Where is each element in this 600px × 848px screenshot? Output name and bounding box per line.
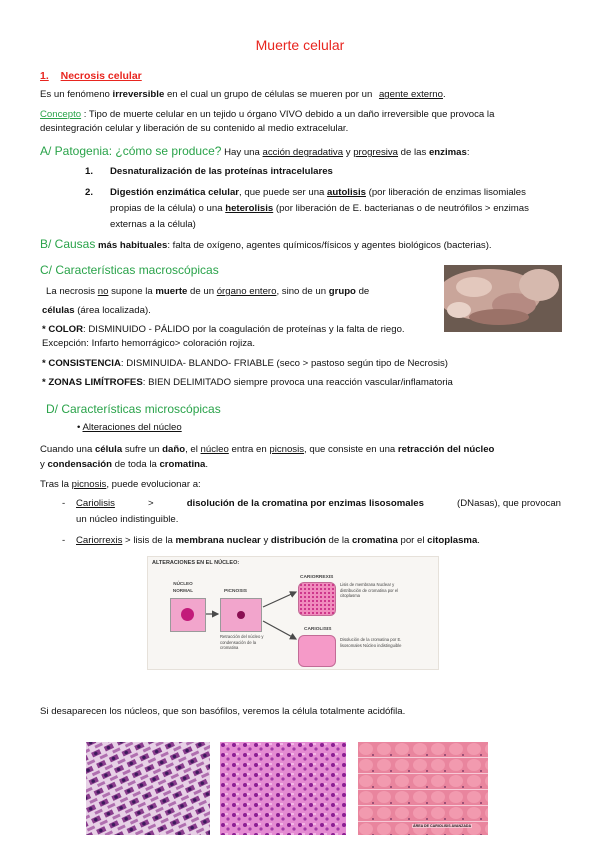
page-title: Muerte celular	[255, 37, 345, 53]
concepto-line: Concepto : Tipo de muerte celular en un tejido u órgano VIVO debido a un daño irreversible que provoca la	[40, 109, 495, 120]
macro-consistencia: * CONSISTENCIA: DISMINUIDA- BLANDO- FRIABLE (seco > pastoso según tipo de Necrosis)	[42, 358, 449, 369]
macro-line-2: células (área localizada).	[42, 305, 151, 316]
picnosis-nucleus	[237, 611, 245, 619]
section-1-title: Necrosis celular	[60, 70, 142, 82]
micrograph-3	[358, 742, 488, 835]
micrograph-3-caption: ÁREA DE CARIOLISIS AVANZADA	[413, 824, 472, 828]
micro-last-line: Si desaparecen los núcleos, que son basófilos, veremos la célula totalmente acidófila.	[40, 706, 406, 717]
macro-color: * COLOR: DISMINUIDO - PÁLIDO por la coagulación de proteínas y la falta de riego.	[42, 324, 405, 335]
cariorrexis-line: Cariorrexis > lisis de la membrana nuclear y distribución de la cromatina por el citoplasma.	[76, 535, 480, 546]
normal-nucleus	[181, 608, 194, 621]
necrosis-definition: Es un fenómeno irreversible en el cual un grupo de células se mueren por un agente externo.	[40, 89, 446, 100]
diagram-heading: ALTERACIONES EN EL NÚCLEO:	[152, 560, 240, 566]
picnosis-description: Retracción del núcleo y condensación de la cromatina	[220, 634, 264, 650]
cariorrexis-cell	[298, 582, 336, 616]
patogenia-item-1: 1. Desnaturalización de las proteínas intracelulares	[85, 166, 333, 177]
patogenia-title: A/ Patogenia: ¿cómo se produce?	[40, 144, 222, 158]
normal-cell	[170, 598, 206, 632]
patogenia-item-2: 2. Digestión enzimática celular, que puede ser una autolisis (por liberación de enzimas lisomiales	[85, 187, 526, 198]
cariolisis-description: Disolución de la cromatina por E. lisosomales Núcleo indistinguible	[340, 637, 402, 648]
cariolisis-line: Cariolisis > disolución de la cromatina por enzimas lisosomales (DNasas), que provocan	[76, 498, 561, 509]
macro-line-1: La necrosis no supone la muerte de un órgano entero, sino de un grupo de	[46, 286, 370, 297]
patogenia-line: A/ Patogenia: ¿cómo se produce? Hay una acción degradativa y progresiva de las enzimas:	[40, 144, 470, 158]
section-1-number: 1.	[40, 70, 49, 82]
cariorrexis-description: Lisis de membrana Nuclear y distribución de cromatina por el citoplasma	[340, 582, 399, 598]
macro-excepcion: Excepción: Infarto hemorrágico> coloración rojiza.	[42, 338, 256, 349]
necrosis-macro-photo	[444, 265, 562, 332]
causas-line: B/ Causas más habituales: falta de oxígeno, agentes químicos/físicos y agentes biológicos (bacterias).	[40, 237, 492, 251]
picnosis-cell	[220, 598, 262, 632]
concepto-line-2: desintegración celular y liberación de su contenido al medio extracelular.	[40, 123, 349, 134]
micro-paragraph-1: Cuando una célula sufre un daño, el núcleo entra en picnosis, que consiste en una retracción del núcleo	[40, 444, 495, 455]
nucleus-alterations-diagram	[147, 556, 439, 670]
label-cariorrexis: CARIORREXIS	[300, 575, 334, 580]
label-nucleo-normal: NÚCLEO NORMAL	[172, 581, 194, 593]
causas-title: B/ Causas	[40, 237, 96, 251]
cariolisis-cell	[298, 635, 336, 667]
micro-subtitle: • Alteraciones del núcleo	[77, 422, 182, 433]
cariorrexis-dash: -	[62, 535, 66, 546]
micro-paragraph-2: Tras la picnosis, puede evolucionar a:	[40, 479, 201, 490]
micrograph-1	[86, 742, 210, 835]
cariolisis-line-2: un núcleo indistinguible.	[76, 514, 179, 525]
label-cariolisis: CARIOLISIS	[304, 627, 332, 632]
macro-zonas-limitrofes: * ZONAS LIMÍTROFES: BIEN DELIMITADO siempre provoca una reacción vascular/inflamatoria	[42, 377, 453, 388]
patogenia-item-2-line-2: propias de la célula) o una heterolisis (por liberación de E. bacterianas o de neutrófilos > enzimas	[110, 203, 529, 214]
micrograph-2	[220, 742, 346, 835]
section-1-heading	[40, 70, 142, 83]
micro-title: D/ Características microscópicas	[46, 402, 221, 416]
concepto-label: Concepto	[40, 109, 82, 120]
cariolisis-dash: -	[62, 498, 66, 509]
micro-paragraph-1-line-2: y condensación de toda la cromatina.	[40, 459, 208, 470]
macro-title: C/ Características macroscópicas	[40, 263, 219, 277]
patogenia-item-2-line-3: externas a la célula)	[110, 219, 196, 230]
label-picnosis: PICNOSIS	[224, 589, 247, 594]
